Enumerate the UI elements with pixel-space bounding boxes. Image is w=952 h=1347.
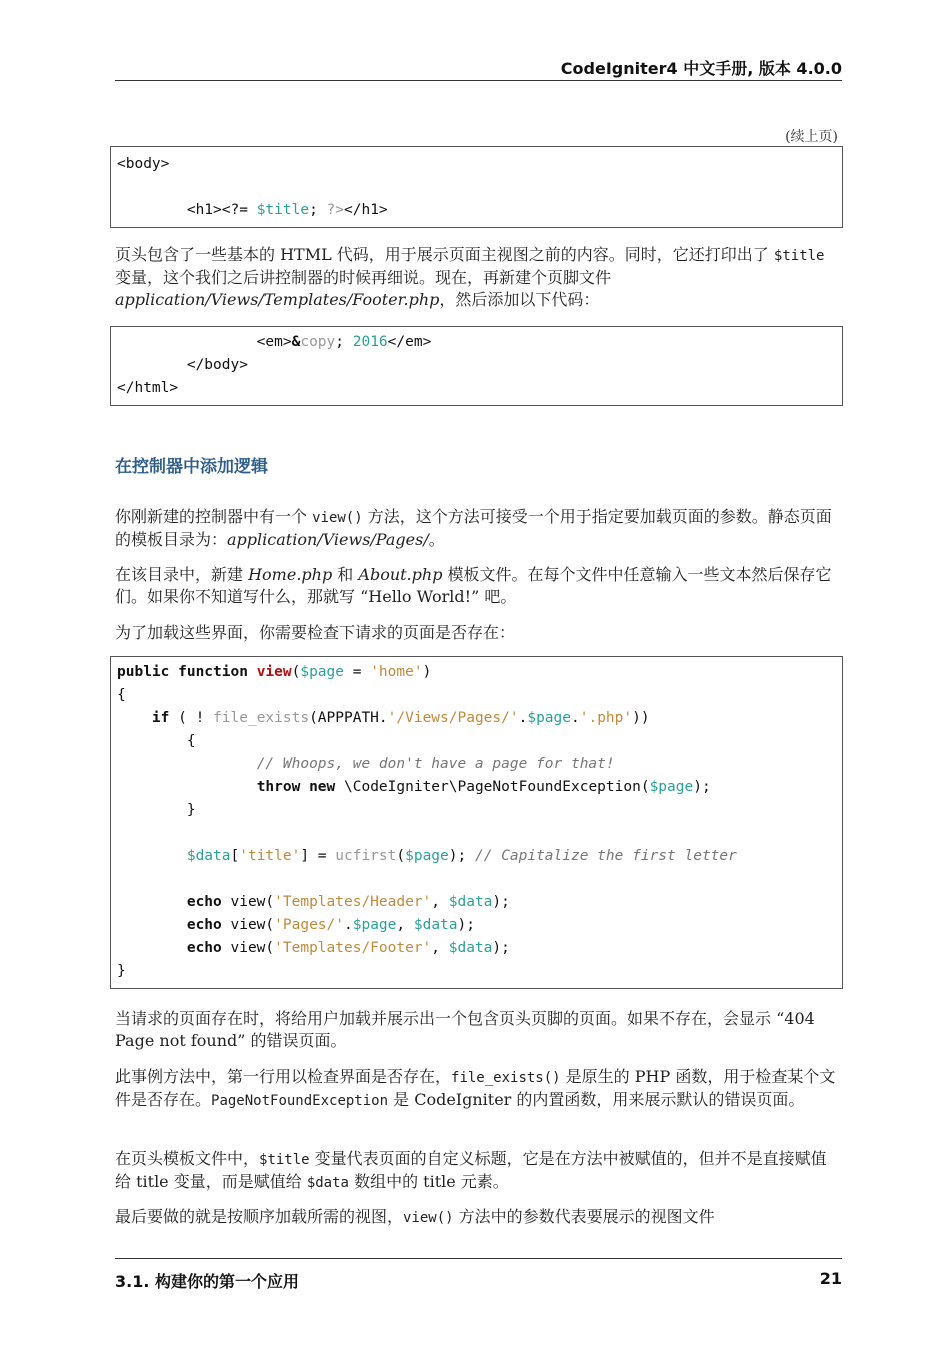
code-line: </body> [117,357,248,373]
code-line: <em>&copy; 2016</em> [117,334,432,350]
manual-title: CodeIgniter4 中文手册, 版本 4.0.0 [560,59,842,78]
code-line: } [117,802,196,818]
code-block-header-end [110,146,843,228]
paragraph-create-templates: 在该目录中，新建 Home.php 和 About.php 模板文件。在每个文件中任意输入一些文本然后保存它们。如果你不知道写什么，那就写 “Hello World!” 吧。 [115,565,832,606]
code-line: echo view('Templates/Footer', $data); [186,940,510,956]
code-line: </html> [117,380,179,396]
page-footer [115,1258,842,1295]
page-header [115,52,842,81]
paragraph-page-exists: 当请求的页面存在时，将给用户加载并展示出一个包含页头页脚的页面。如果不存在，会显示 “404 Page not found” 的错误页面。 [115,1009,815,1050]
paragraph-view-method: 你刚新建的控制器中有一个 view() 方法，这个方法可接受一个用于指定要加载页面的参数。静态页面的模板目录为：application/Views/Pages/。 [115,507,832,549]
footer-section-title: 3.1. 构建你的第一个应用 [115,1272,299,1291]
paragraph-check-pages: 为了加载这些界面，你需要检查下请求的页面是否存在： [115,623,516,642]
code-line: { [117,687,126,703]
paragraph-header-description: 页头包含了一些基本的 HTML 代码，用于展示页面主视图之前的内容。同时，它还打印出了 $title 变量，这个我们之后讲控制器的时候再细说。现在，再新建个页脚文件 application/Views/Templates/Footer.php，然后添加以下代码： [115,245,825,309]
code-line [117,822,836,845]
code-line [117,176,836,199]
code-line: // Whoops, we don't have a page for that! [256,756,615,772]
code-line: echo view('Pages/'.$page, $data); [186,917,475,933]
code-line: <h1><?= $title; ?></h1> [117,202,388,218]
paragraph-load-views: 最后要做的就是按顺序加载所需的视图，view() 方法中的参数代表要展示的视图文件 [115,1207,715,1226]
continued-label: (续上页) [785,129,838,145]
code-line: if ( ! file_exists(APPPATH.'/Views/Pages/'.$page.'.php')) [151,710,650,726]
page-number: 21 [819,1269,842,1288]
code-line: public function view($page = 'home') [117,664,432,680]
code-block-footer [110,326,843,406]
paragraph-title-variable: 在页头模板文件中，$title 变量代表页面的自定义标题，它是在方法中被赋值的，但并不是直接赋值给 title 变量，而是赋值给 $data 数组中的 title 元素。 [115,1149,827,1191]
paragraph-file-exists: 此事例方法中，第一行用以检查界面是否存在，file_exists() 是原生的 PHP 函数，用于检查某个文件是否存在。PageNotFoundException 是 CodeIgniter 的内置函数，用来展示默认的错误页面。 [115,1067,836,1109]
code-line: } [117,963,126,979]
code-line: <body> [117,156,170,172]
code-line: { [117,733,196,749]
code-line: throw new \CodeIgniter\PageNotFoundException($page); [256,779,711,795]
code-block-view-method [110,656,843,989]
code-line: echo view('Templates/Header', $data); [186,894,510,910]
section-heading: 在控制器中添加逻辑 [115,457,268,477]
code-line: $data['title'] = ucfirst($page); // Capitalize the first letter [186,848,737,864]
code-line [117,868,836,891]
